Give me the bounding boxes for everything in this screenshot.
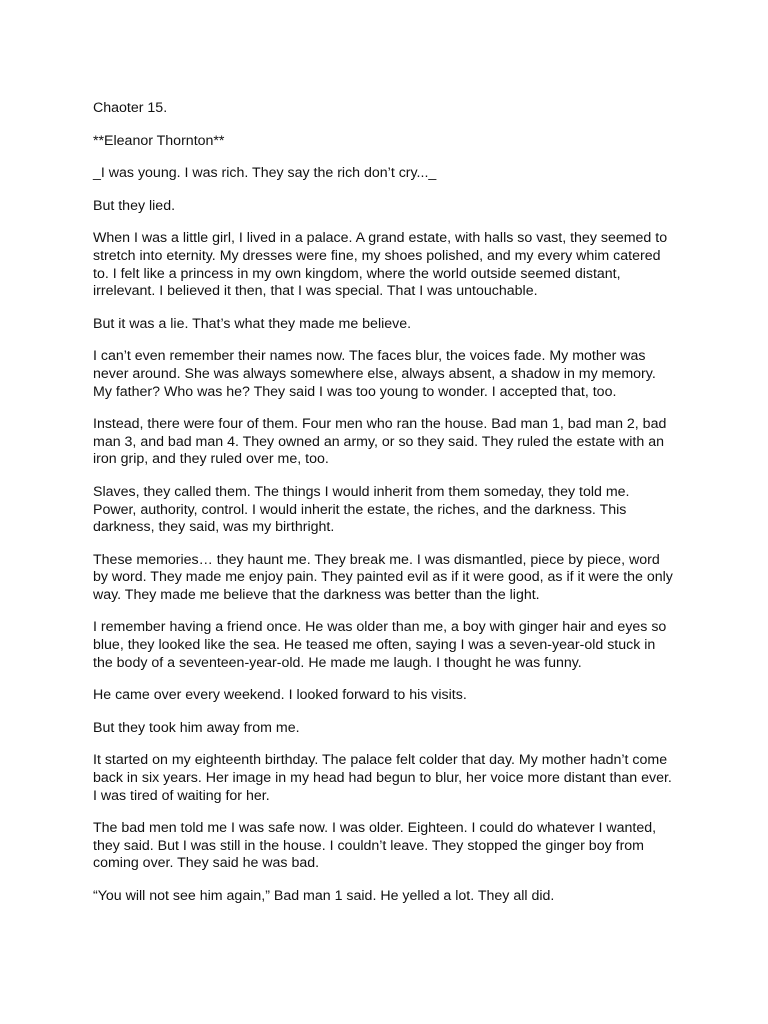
paragraph-line: never around. She was always somewhere else, always absent, a shadow in my memory.: [93, 365, 656, 382]
paragraph-line: man 3, and bad man 4. They owned an army, or so they said. They ruled the estate with an: [93, 433, 664, 450]
paragraph-line: These memories… they haunt me. They break me. I was dismantled, piece by piece, word: [93, 551, 660, 568]
paragraph-line: coming over. They said he was bad.: [93, 855, 320, 872]
paragraph-line: way. They made me believe that the darkness was better than the light.: [93, 586, 540, 603]
paragraph-line: Instead, there were four of them. Four men who ran the house. Bad man 1, bad man 2, bad: [93, 416, 667, 433]
paragraph-line: He came over every weekend. I looked forward to his visits.: [93, 687, 467, 704]
paragraph-line: But they lied.: [93, 197, 176, 214]
paragraph-line: I remember having a friend once. He was older than me, a boy with ginger hair and eyes so: [93, 619, 667, 636]
paragraph: [93, 165, 683, 183]
paragraph-line: blue, they looked like the sea. He teased me often, saying I was a seven-year-old stuck in: [93, 637, 656, 654]
paragraph-list: [93, 165, 683, 905]
paragraph: [93, 752, 683, 805]
paragraph: [93, 230, 683, 300]
paragraph-line: But it was a lie. That’s what they made me believe.: [93, 315, 412, 332]
paragraph-line: It started on my eighteenth birthday. The palace felt colder that day. My mother hadn’t come: [93, 752, 668, 769]
paragraph: [93, 820, 683, 873]
paragraph-line: I was tired of waiting for her.: [93, 787, 270, 804]
paragraph-line: _I was young. I was rich. They say the rich don’t cry..._: [93, 165, 437, 182]
paragraph-line: When I was a little girl, I lived in a palace. A grand estate, with halls so vast, they seemed to: [93, 230, 668, 247]
chapter-heading: Chaoter 15.: [93, 100, 168, 116]
paragraph-line: irrelevant. I believed it then, that I was special. That I was untouchable.: [93, 283, 538, 300]
paragraph-line: “You will not see him again,” Bad man 1 said. He yelled a lot. They all did.: [93, 888, 555, 904]
paragraph: [93, 198, 683, 216]
paragraph-line: to. I felt like a princess in my own kingdom, where the world outside seemed distant,: [93, 265, 621, 282]
paragraph-line: But they took him away from me.: [93, 719, 300, 736]
paragraph-line: I can’t even remember their names now. The faces blur, the voices fade. My mother was: [93, 348, 646, 365]
paragraph-line: My father? Who was he? They said I was too young to wonder. I accepted that, too.: [93, 383, 617, 400]
paragraph: [93, 552, 683, 605]
paragraph-line: Slaves, they called them. The things I would inherit from them someday, they told me.: [93, 483, 630, 500]
paragraph-line: stretch into eternity. My dresses were fine, my shoes polished, and my every whim catered: [93, 247, 661, 264]
paragraph-line: Power, authority, control. I would inherit the estate, the riches, and the darkness. This: [93, 501, 627, 518]
paragraph-line: The bad men told me I was safe now. I was older. Eighteen. I could do whatever I wanted,: [93, 820, 657, 837]
paragraph: [93, 687, 683, 705]
paragraph: [93, 316, 683, 334]
paragraph: [93, 720, 683, 738]
paragraph: [93, 348, 683, 401]
paragraph-line: by word. They made me enjoy pain. They painted evil as if it were good, as if it were the only: [93, 569, 673, 586]
document-body: [93, 100, 683, 921]
character-heading: **Eleanor Thornton**: [93, 132, 225, 149]
paragraph-line: they said. But I was still in the house. I couldn’t leave. They stopped the ginger boy from: [93, 837, 644, 854]
paragraph-line: darkness, they said, was my birthright.: [93, 519, 335, 536]
paragraph-line: iron grip, and they ruled over me, too.: [93, 451, 329, 468]
paragraph: [93, 888, 683, 906]
paragraph-line: back in six years. Her image in my head had begun to blur, her voice more distant than ever.: [93, 770, 672, 787]
paragraph-line: the body of a seventeen-year-old. He made me laugh. I thought he was funny.: [93, 654, 582, 671]
paragraph: [93, 619, 683, 672]
paragraph: [93, 416, 683, 469]
paragraph: [93, 484, 683, 537]
